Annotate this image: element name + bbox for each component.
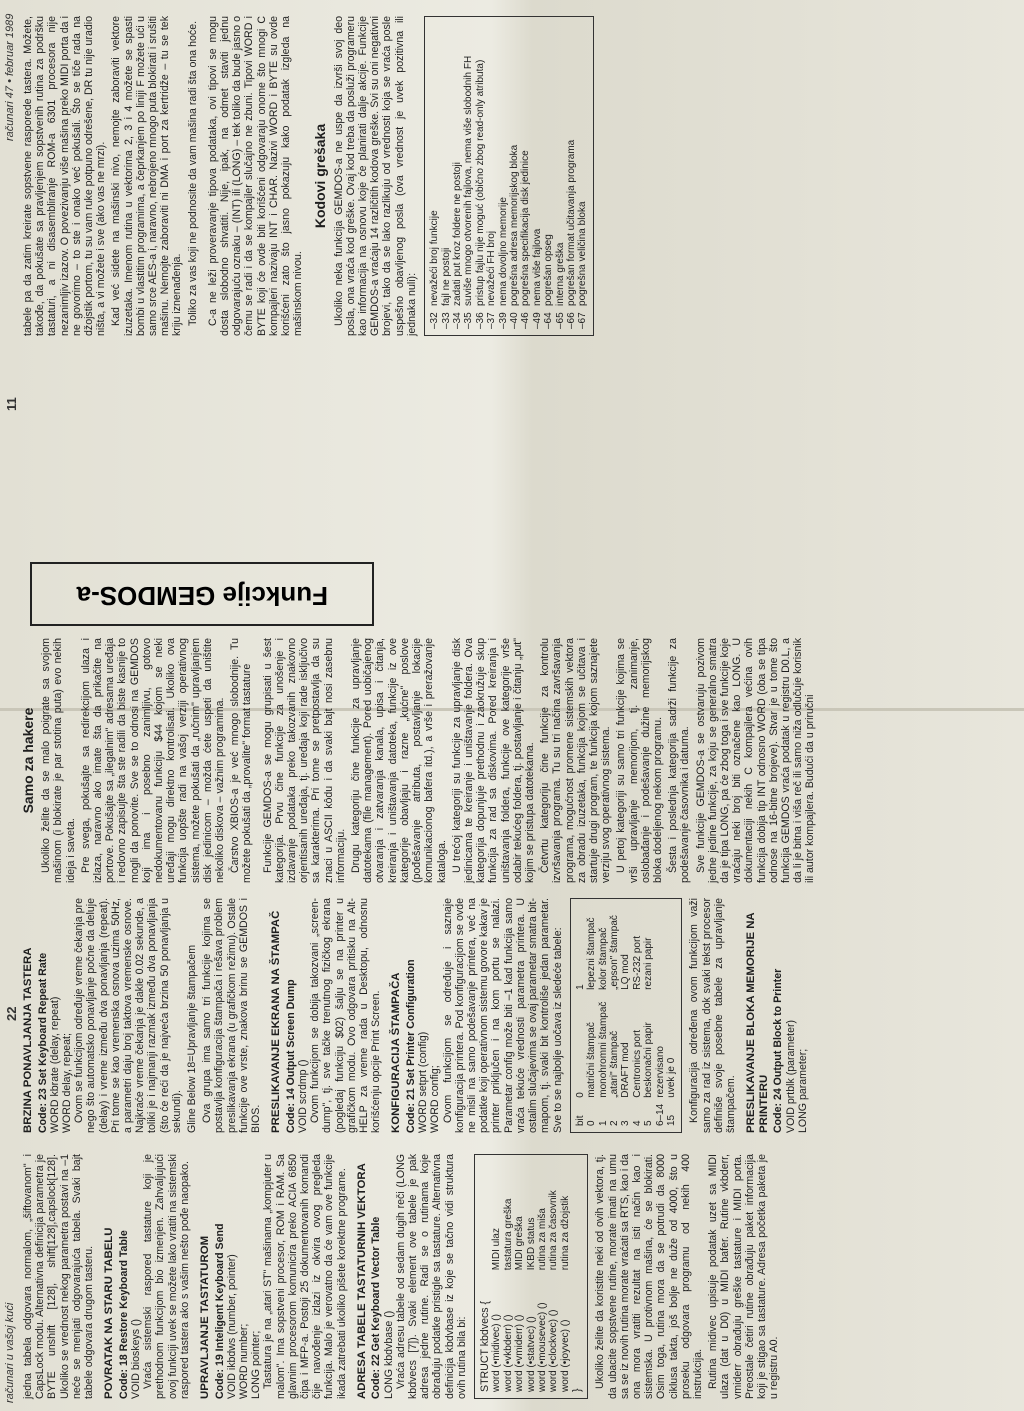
paragraph: Ovom se funkcijom određuje vreme čekanja pre nego što automatsko ponavljanje počne da deluje (delay) i vreme između dva ponavljanja (repeat). Pri tome se kao vremenska osnova uzima 50Hz, a parametri daju broj taktova vremenske osnove. Najkraće vreme čekanja je dakle 0.02 sekunde, a toliki je i najmanji razmak između dva ponavljanja (što će reći da je najveća brzina 50 ponavljanja u sekundi).	[73, 898, 183, 1133]
paragraph: Ukoliko želite da se malo poigrate sa svojom mašinom (i blokirate je par stotina puta) evo nekih ideja i saveta.	[40, 638, 77, 883]
error-code: –39	[497, 312, 509, 329]
cell: „atari" štampač	[608, 1030, 620, 1098]
struct-decl: word (•statvec) ()	[525, 1316, 537, 1392]
declaration: VOID ikbdws (number, pointer)	[225, 1254, 238, 1399]
table-row	[532, 23, 543, 329]
table-row	[560, 1161, 571, 1392]
error-text: pogrešan opseg	[543, 234, 555, 306]
subheading: Samo za hakere	[20, 707, 36, 814]
paragraph: jedna tabela odgovara normalom, „šiftovanom" i CapsLock modu. Alternativna definicija parametra je BYTE unshift [128], shift[128],capslock[128]. Ukoliko se vrednost nekog parametra postavi na –1 neće se menjati odgovarajuća tabela. Svaki bajt tabele odgovara drugom tasteru.	[22, 1154, 96, 1399]
paragraph: Ukoliko neka funkcija GEMDOS-a ne uspe da izvrši svoj deo posla, ona vraća kod greške. Ovaj kod treba da posluži programeru kao informacija na osnovu koje će planirati dalje akcije. Funkcije GEMDOS-a vraćaju 14 različitih kodova greške. Svi su oni negativni brojevi, tako da se lako razlikuju od vrednosti koja se vraća posle uspešno obavljenog posla (ova vrednost je uvek pozitivna ili jednaka nuli):	[332, 16, 418, 336]
error-code: –66	[565, 312, 577, 329]
table-row	[491, 1161, 502, 1392]
paragraph: Toliko za vas koji ne podnosite da vam mašina radi šta ona hoće.	[186, 20, 199, 326]
cell: 2	[608, 1120, 620, 1126]
cell: rezani papir	[643, 937, 655, 990]
paragraph: Rutina midivec upisuje podatak uzet sa MIDI ulaza (dat u D0) u MIDI bafer. Rutine vkbderr, vmiderr obrađuju greške tastature i MIDI porta. Preostale četiri rutine obrađuju paket informacija koji je stigao sa tastature. Adresa početka paketa je u registru A0.	[707, 1154, 781, 1399]
error-codes-table	[429, 23, 589, 329]
declaration: VOID scrdmp ()	[297, 1059, 310, 1133]
struct-decl: word (•joyvec) ()	[559, 1319, 571, 1392]
cell: lepezni štampač	[586, 917, 598, 990]
right-running-head: računari 47 • februar 1989	[4, 13, 16, 141]
declaration: LONG kbdvbase ()	[382, 1310, 395, 1399]
cell: monohromni štampač	[597, 1001, 609, 1098]
error-text: suviše mnogo otvorenih fajlova, nema više slobodnih FH	[463, 55, 475, 306]
declaration: VOID prtblk (parameter)	[784, 1019, 797, 1133]
paragraph: C-a ne leži proveravanje tipova podataka, ovi tipovi se mogu dosta slobodno shvatiti. Nije, ipak, na odmet staviti jednu odgovarajuću oznaku – (INT) ili (LONG) – tek toliko da bude jasno o čemu se radi i da se kompajler slučajno ne zbuni. Tipovi WORD i BYTE koji će ovde biti korišćeni odgovaraju onome što mnogi C kompajleri nazivaju INT i CHAR. Nazivi WORD i BYTE su ovde korišćeni zato što jasno pokazuju kako podatak izgleda na mašinskom nivou.	[206, 16, 305, 336]
paragraph: Ova grupa ima samo tri funkcije kojima se postavlja konfiguracija štampača i rešava problem preslikavanja ekrana (u grafičkom režimu). Ostale funkcije ove vrste, znakova brinu se GEMDOS i BIOS.	[201, 898, 263, 1133]
struct-table	[491, 1161, 571, 1392]
table-row	[429, 23, 440, 329]
paragraph: Čarstvo XBIOS-a je već mnogo slobodnije. Tu možete pokušati da „provalite" format tastature	[229, 638, 254, 883]
paragraph: Četvrtu kategoriju čine funkcije za kontrolu izvršavanja programa. Tu su tri načina završavanja programa, mogućnost promene sistemskih vektora za obradu izuzetaka, funkcija kojom se učitava i startuje drugi program, te funkcija kojom saznajete verziju svog operativnog sistema.	[539, 638, 613, 883]
table-header-row	[575, 905, 586, 1126]
table-row	[655, 905, 666, 1126]
paragraph: Drugu kategoriju čine funkcije za upravljanje datotekama (file management). Pored uobičajenog otvaranja i zatvaranja kanala, upisa i čitanja, kreiranja i uništavanja datoteka, funkcije iz ove kategorije obavljaju i razne „kućne" poslove (pođešavanje atributa, postavljanje lokacije komunikacionog bafera itd.), a vrše i preražovanje kataloga.	[350, 638, 448, 883]
error-text: nevažeći FH broj	[486, 230, 498, 306]
paragraph: Ovom funkcijom se dobija takozvani „screen-dump", tj. sve tačke trenutnog fizičkog ekrana (pogledaj funkciju $02) šalju se na printer u grafičkom modu. Ovo odgovara pritisku na Alt-HELP za vreme rada u Desktopu, odnosnu korišćenju opcije Print Screen.	[309, 898, 383, 1133]
error-code: –64	[543, 312, 555, 329]
declaration: LONG pointer;	[250, 1330, 263, 1399]
struct-desc: MIDI greška	[514, 1216, 526, 1271]
declaration: WORD setprt (config)	[417, 1031, 430, 1133]
paragraph: Vraća adresu tabele od sedam dugih reči (LONG kbdvecs [7]). Svaki element ove tabele je pak adresa jedne rutine. Radi se o rutinama koje obrađuju podatke pristigle sa tastature. Alternativna definicija kbdvbase iz koje se tačno vidi struktura ovih rutina bila bi:	[394, 1154, 468, 1399]
declaration: WORD number;	[238, 1323, 251, 1399]
cell: DRAFT mod	[620, 1042, 632, 1098]
paragraph: Kad već sidete na mašinski nivo, nemojte zaboraviti vektore izuzetaka. Imenom rutina u vektorima 2, 3 i 4 možete se spasti bombi u vlastitim programima, a čeprkanjem po liniji F možete ući u samo srce AES-a i, naravno, nebrojeno mnogo puta blokirati i srušiti mašinu. Nemojte zaboraviti ni DMA i port za kertridže – tu se tek kriju iznenađenja.	[110, 16, 184, 336]
error-code: –34	[451, 312, 463, 329]
table-row	[620, 905, 631, 1126]
table-row	[520, 23, 531, 329]
bit-table-box	[570, 898, 683, 1133]
error-text: zadati put kroz foldere ne postoji	[451, 161, 463, 306]
table-row	[543, 23, 554, 329]
error-code: –33	[440, 312, 452, 329]
error-code: –37	[486, 312, 498, 329]
cell: 5	[643, 1120, 655, 1126]
code-line: Code: 14 Output Screen Dump	[284, 979, 297, 1133]
table-row	[609, 905, 620, 1126]
left-running-head: računari u vašoj kući	[4, 1302, 16, 1403]
cell: kolor štampač	[597, 927, 609, 990]
error-code: –49	[531, 312, 543, 329]
header-cell: 1	[574, 984, 586, 990]
declaration: LONG parameter;	[796, 1048, 809, 1133]
bit-table	[575, 905, 678, 1126]
header-cell: 0	[574, 1092, 586, 1098]
table-row	[503, 1161, 514, 1392]
paragraph: Ukoliko želite da koristite neki od ovih vektora, tj. da ubacite sopstvene rutine, morate imati na umu sa se iz novih rutina morate vraćati sa RTS, kao i da ona mora vratiti rezultat na isti način kao i sistemska. U protivnom mašina, će se blokirati. Osim toga, rutina mora da se potrudi da 8000 ciklusa takta, još bolje ne duže od 4000, što u proseku odgovara programu od nekih 400 instrukcija.	[594, 1154, 704, 1399]
code-line: Code: 18 Restore Keyboard Table	[117, 1230, 130, 1399]
error-code: –67	[577, 312, 589, 329]
code-line: Code: 23 Set Keyboard Repeat Rate	[36, 952, 49, 1133]
cell: 3	[620, 1120, 632, 1126]
error-text: pogrešna specifikacija disk jedinice	[520, 150, 532, 306]
cell: Centronics port	[631, 1029, 643, 1098]
struct-box	[474, 1154, 588, 1399]
error-text: nevažeći broj funkcije	[429, 210, 441, 306]
code-line: Code: 24 Output Block to Printer	[772, 968, 785, 1133]
cell: 6–14	[654, 1103, 666, 1126]
struct-desc: MIDI ulaz	[491, 1228, 503, 1271]
table-row	[555, 23, 566, 329]
struct-desc: tastatura greška	[502, 1198, 514, 1271]
struct-decl: word (•vmiderr) ()	[514, 1314, 526, 1392]
paragraph: Sve funkcije GEMDOS-a se ostvaruju pozivom jedne jedine funkcije, za koju se generalno smatra da je tipa LONG, pa će zbog toga i sve funkcije koje vraćaju neki broj biti označene kao LONG. U dokumentaciji nekih C kompajlera većina ovih funkcija dobija tip INT odnosno WORD (oba se tipa odnose na 16-bitne brojeve). Stvar je u tome što funkcija GEMDOS vraća podatak u registru D0.L, a da li je bitna i viša reč ili samo niža odlučuje korisnik ili autor kompajlera. Budući da u priručni	[694, 638, 817, 883]
struct-decl: word (•midivec) ()	[491, 1314, 503, 1392]
table-row	[452, 23, 463, 329]
table-row	[475, 23, 486, 329]
table-row	[486, 23, 497, 329]
section-heading: POVRATAK NA STARU TABELU	[103, 1227, 116, 1399]
struct-desc: rutina za džojstik	[559, 1195, 571, 1271]
struct-desc: rutina za miša	[536, 1208, 548, 1271]
struct-decl: word (•vkbderr) ()	[502, 1314, 514, 1392]
error-text: fajl ne postoji	[440, 247, 452, 306]
error-codes-box	[424, 16, 594, 336]
paragraph: Vraća sistemski raspored tastature koji je prethodnom funkcijom bio izmenjen. Zahvaljujući ovoj funkciji uvek se možete lako vratiti na sistemski raspored tastera ako s vašim nešto pođe naopako.	[142, 1154, 191, 1399]
column-2	[22, 898, 1012, 1133]
error-text: pristup fajlu nije moguć (obično zbog read-only atributa)	[474, 59, 486, 306]
struct-desc: IKBD status	[525, 1217, 537, 1271]
paragraph: U petoj kategoriji su samo tri funkcije kojima se vrši upravljanje memorijom, tj. zanimanje, oslobađanje i podešavanje dužine memorijskog bloka dodeljenog nekom programu.	[615, 638, 664, 883]
cell: 15	[665, 1114, 677, 1126]
paragraph: Ovom funkcijom se određuje i saznaje konfiguracija printera. Pod konfiguracijom se ovde ne misli na samo podešavanje printera, već na podatke koji operativnom sistemu govore kakav je printer priključen i na kom portu se nalazi. Parametar config može biti –1 kad funkcija samo vraća tekuće vrednosti parametra printera. U ostalim slučajevima se ovaj parametar smatra bit-mapom, tj. svaki bit kontroliše jedan parametar. Sve to se najbolje uočava iz sledeće tabele:	[441, 898, 564, 1133]
struct-desc: rutina za časovnik	[548, 1190, 560, 1271]
error-text: pogrešna veličina bloka	[577, 201, 589, 306]
table-row	[526, 1161, 537, 1392]
struct-decl: word (•clockvec) ()	[548, 1309, 560, 1392]
paragraph: Konfiguracija određena ovom funkcijom važi samo za rad iz sistema, dok svaki tekst procesor definiše svoje posebne tabele za upravljanje štampačem.	[688, 898, 737, 1133]
paragraph: U trećoj kategoriji su funkcije za upravljanje disk jedinicama te kreiranje i uništavanje foldera. Ova kategorija dopunjuje prethodnu i zaokružuje skup funkcija za rad sa diskovima. Pored kreiranja i uništavanja foldera, funkcije ove kategorije vrše odabir tekućeg foldera, tj. postavljanje i čitanju „put" kojim se pristupa datotekama.	[450, 638, 536, 883]
column-4	[22, 16, 1012, 336]
cell: 1	[597, 1120, 609, 1126]
column-3	[22, 638, 1012, 883]
table-row	[666, 905, 677, 1126]
section-heading: PRESLIKAVANJE EKRANA NA ŠTAMPAČ	[270, 910, 283, 1133]
article-title: Funkcije GEMDOS-a	[30, 562, 374, 626]
table-row	[632, 905, 643, 1126]
paragraph: tabele pa da zatim kreirate sopstvene rasporede tastera. Možete, takođe, da pokušate sa pravljenjem sopstvenih rutina za podršku tastaturi, a ni disasembliranje ROM-a 6301 procesora nije nezanimljiv izazov. O povezivanju više mašina preko MIDI porta da i ne govorimo – to ste i onako već pokušali. Što se tiče rada na džojstik portom, tu su vam ruke potpuno odrešene, DR tu nije uradio ništa, a vi možete i sve (ako vas ne mrzi).	[22, 16, 108, 336]
struct-title: STRUCT kbdvecs {	[479, 1300, 492, 1392]
section-heading: UPRAVLJANJE TASTATUROM	[199, 1235, 212, 1399]
error-code: –36	[474, 312, 486, 329]
cell	[666, 905, 677, 990]
cell: beskonačni papir	[643, 1022, 655, 1098]
cell: RS-232 port	[631, 935, 643, 990]
cell: LQ mod	[620, 954, 632, 990]
error-code: –35	[463, 312, 475, 329]
table-row	[514, 1161, 525, 1392]
error-code: –40	[508, 312, 520, 329]
paragraph: Pre svega, pokušajte sa redirekcijom ulaza i izlaza, naravno ako imate šta da prikačite na portove. Pokušajte sa „ilegalnim" adresama uređaja i redovno zapisujte šta ste radili da biste kasnije to mogli da ponovite. Sve se to odnosi na GEMDOS koji ima i posebno zanimljivu, gotovo nedokumentovanu funkciju $44 kojom se neki uređaji mogu direktno kontrolisati. Ukoliko ova funkcija uopšte radi na vašoj verziji operativnog sistema, možete pokušati da „ručnim" upravljanjem disk jedinicom – možda ćete uspeti da uništite nekoliko diskova – važnim programima.	[79, 638, 227, 883]
table-row	[441, 23, 452, 329]
error-text: pogrešan format učitavanja programa	[565, 139, 577, 306]
cell	[655, 905, 666, 990]
error-text: nema više fajlova	[531, 228, 543, 306]
cell: matrični štampač	[586, 1022, 598, 1098]
right-page-number: 11	[4, 397, 19, 411]
subheading: Kodovi grešaka	[312, 123, 329, 229]
cell: „epson" štampač	[608, 915, 620, 990]
error-text: nema dovoljno memorije	[497, 197, 509, 306]
paragraph: Tastatura je na „atari ST" mašinama „kompjuter u malom". Ima sopstveni procesor, ROM i RAM. Sa glavnim procesorom komunicira preko ACIA 6850 čipa i MFP-a. Postoji 25 dokumentovanih komandi čije navođenje izlazi iz okvira ovog pregleda funkcija. Malo je verovatno da će vam ove funkcije ikada zatrebati ukoliko pišete korektne programe.	[262, 1154, 348, 1399]
section-heading: BRZINA PONAVLJANJA TASTERA	[22, 947, 34, 1133]
struct-end: }	[571, 1388, 584, 1392]
paragraph: Šesta i poslednja kategorija sadrži funkcije za podešavanje časovnika i datuma.	[667, 638, 692, 883]
header-cell: bit	[574, 1115, 586, 1126]
code-line: Code: 21 Set Printer Configuration	[405, 959, 418, 1133]
struct-decl: word (•mousevec) ()	[536, 1302, 548, 1392]
section-heading: KONFIGURACIJA ŠTAMPAČA	[390, 972, 403, 1133]
table-row	[509, 23, 520, 329]
cell: 4	[631, 1120, 643, 1126]
declaration: VOID bioskeys ()	[130, 1318, 143, 1399]
table-row	[577, 23, 588, 329]
column-1	[22, 1154, 1012, 1399]
table-row	[643, 905, 654, 1126]
cell: 0	[586, 1120, 598, 1126]
cell: rezervisano	[654, 1046, 666, 1098]
table-row	[586, 905, 597, 1126]
error-text: interna greška	[554, 242, 566, 306]
declaration: WORD config;	[429, 1065, 442, 1133]
section-heading: ADRESA TABELE TASTATURNIH VEKTORA	[355, 1163, 368, 1399]
paragraph: Gline Below 18=Upravljanje štampačem	[186, 944, 199, 1133]
declaration: WORD kbrate (delay, repeat)	[48, 996, 61, 1133]
error-code: –65	[554, 312, 566, 329]
table-row	[463, 23, 474, 329]
section-heading: PRESLIKAVANJE BLOKA MEMORIJE NA PRINTERU	[745, 912, 770, 1133]
code-line: Code: 19 Inteligent Keyboard Send	[213, 1223, 226, 1399]
declaration: WORD delay, repeat;	[61, 1033, 73, 1133]
code-line: Code: 22 Get Keyboard Vector Table	[370, 1216, 383, 1399]
table-row	[537, 1161, 548, 1392]
table-row	[498, 23, 509, 329]
table-row	[548, 1161, 559, 1392]
paragraph: Funkcije GEMDOS-a se mogu grupisati u šest kategorija. Prvu čine funkcije za unošenje i izdavanje podataka preko takozvanih znakovno orjentisanih uređaja, tj. uređaja koji rade isključivo sa karakterima. Pri tome se pretpostavlja da su znaci u ASCII kôdu i da svaki bajt nosi zasebnu informaciju.	[261, 638, 347, 883]
error-text: pogrešna adresa memorijskog bloka	[508, 144, 520, 306]
cell: uvek je 0	[665, 1057, 677, 1098]
error-code: –32	[429, 312, 441, 329]
table-row	[598, 905, 609, 1126]
table-row	[566, 23, 577, 329]
error-code: –46	[520, 312, 532, 329]
left-page-number: 22	[4, 1006, 19, 1021]
